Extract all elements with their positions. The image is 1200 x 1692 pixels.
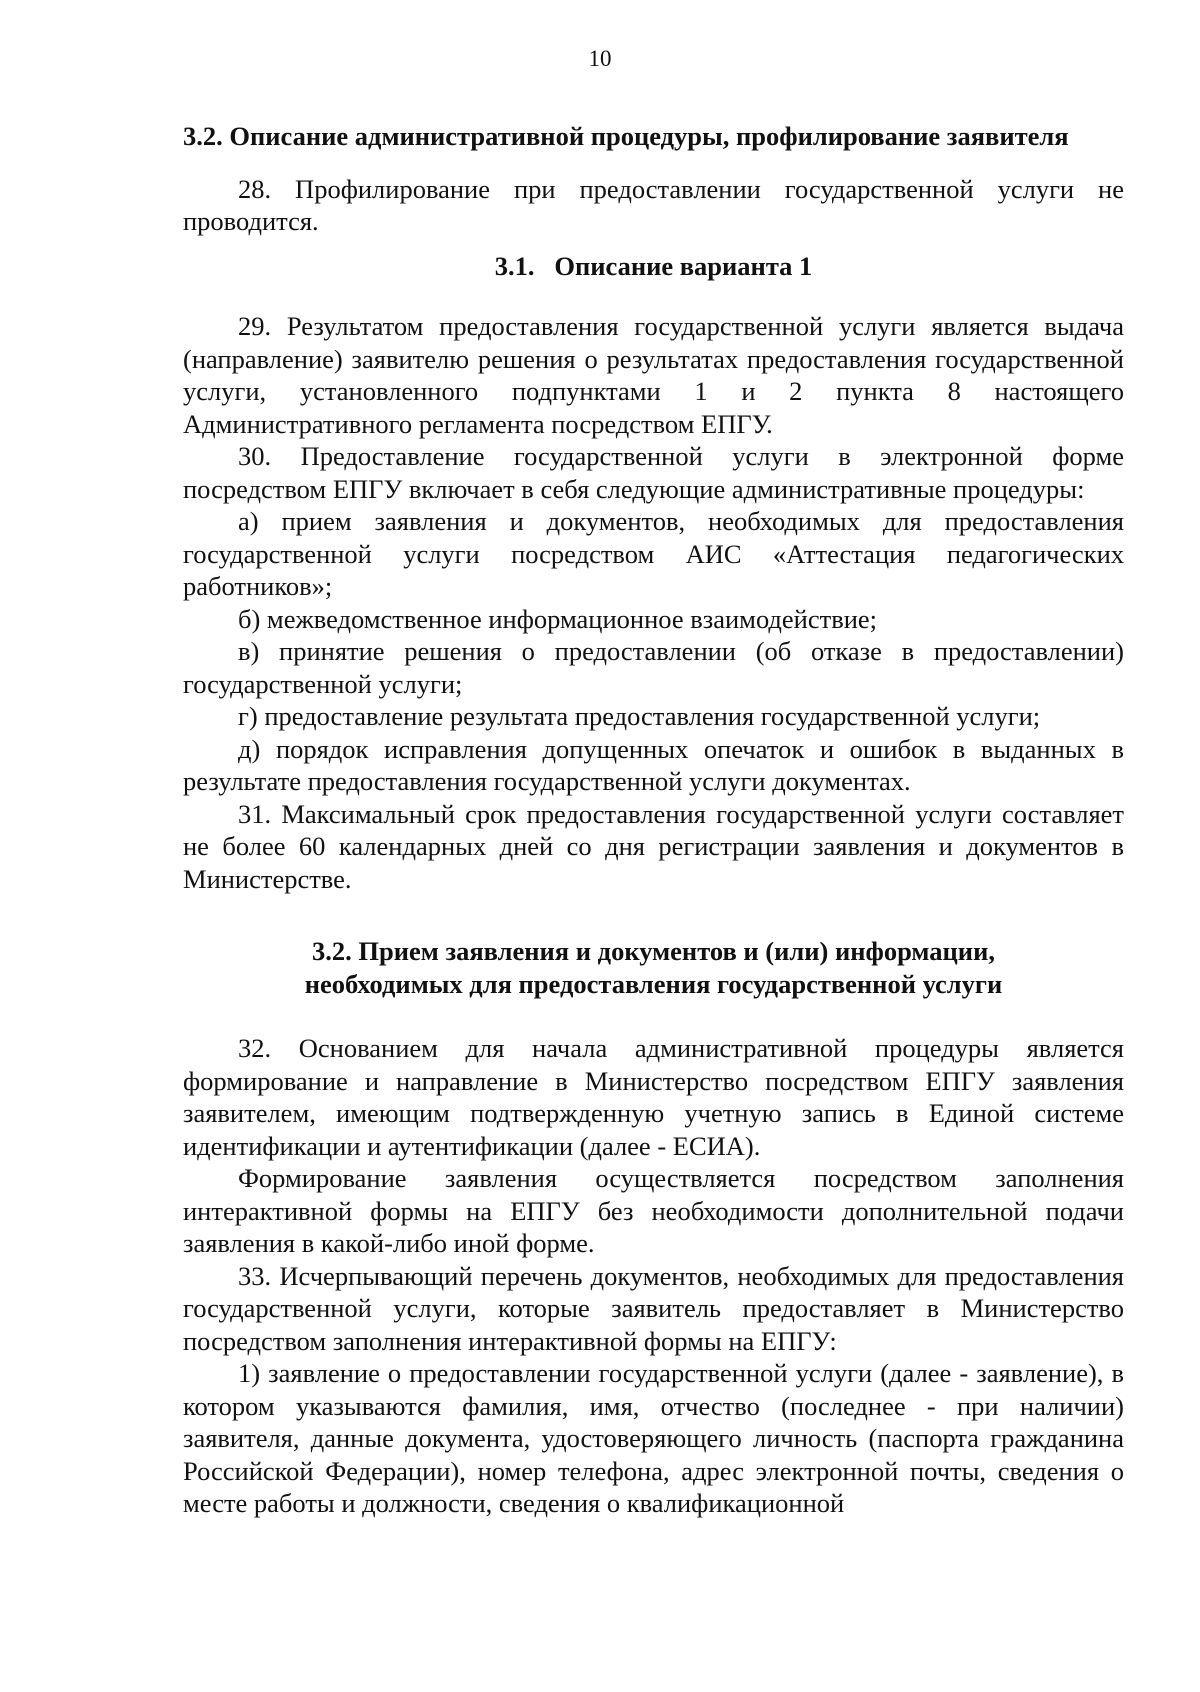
paragraph-32: 32. Основанием для начала административной процедуры является формирование и направление в Министерство посредством ЕПГУ заявления заявителем, имеющим подтвержденную учетную запись в Единой системе идентификации и аутентификации (далее - ЕСИА). xyxy=(183,1033,1124,1161)
paragraph-30-a: а) прием заявления и документов, необходимых для предоставления государственной услуги посредством АИС «Аттестация педагогических работников»; xyxy=(183,506,1124,601)
paragraph-33: 33. Исчерпывающий перечень документов, необходимых для предоставления государственной услуги, которые заявитель предоставляет в Министерство посредством заполнения интерактивной формы на ЕПГУ: xyxy=(183,1260,1124,1356)
document-body xyxy=(183,120,1124,1520)
section-heading-line-2: необходимых для предоставления государственной услуги xyxy=(304,968,1003,999)
paragraph-30: 30. Предоставление государственной услуги в электронной форме посредством ЕПГУ включает в себя следующие административные процедуры: xyxy=(183,441,1124,504)
paragraph-29: 29. Результатом предоставления государственной услуги является выдача (направление) заявителю решения о результатах предоставления государственной услуги, установленного подпунктами 1 и 2 пункта 8 настоящего Административного регламента посредством ЕПГУ. xyxy=(183,311,1124,439)
page-number: 10 xyxy=(588,46,612,71)
paragraph-32-formation: Формирование заявления осуществляется посредством заполнения интерактивной формы на ЕПГУ без необходимости дополнительной подачи заявления в какой-либо иной форме. xyxy=(183,1163,1124,1258)
paragraph-30-g: г) предоставление результата предоставления государственной услуги; xyxy=(238,701,1041,731)
section-heading-3-1: 3.1. Описание варианта 1 xyxy=(494,250,813,281)
section-heading-3-2-reception xyxy=(183,935,1124,1000)
paragraph-31: 31. Максимальный срок предоставления государственной услуги составляет не более 60 календарных дней со дня регистрации заявления и документов в Министерстве. xyxy=(183,798,1124,894)
section-heading-3-2-profiling: 3.2. Описание административной процедуры, профилирование заявителя xyxy=(183,121,1069,151)
paragraph-28: 28. Профилирование при предоставлении государственной услуги не проводится. xyxy=(183,173,1124,236)
paragraph-30-v: в) принятие решения о предоставлении (об отказе в предоставлении) государственной услуги; xyxy=(183,636,1124,699)
section-heading-line-1: 3.2. Прием заявления и документов и (или) информации, xyxy=(312,936,995,966)
paragraph-30-d: д) порядок исправления допущенных опечаток и ошибок в выданных в результате предоставления государственной услуги документах. xyxy=(183,733,1124,796)
paragraph-30-b: б) межведомственное информационное взаимодействие; xyxy=(238,603,878,634)
paragraph-33-1: 1) заявление о предоставлении государственной услуги (далее - заявление), в котором указываются фамилия, имя, отчество (последнее - при наличии) заявителя, данные документа, удостоверяющего личность (паспорта гражданина Российской Федерации), номер телефона, адрес электронной почты, сведения о месте работы и должности, сведения о квалификационной xyxy=(183,1358,1124,1518)
